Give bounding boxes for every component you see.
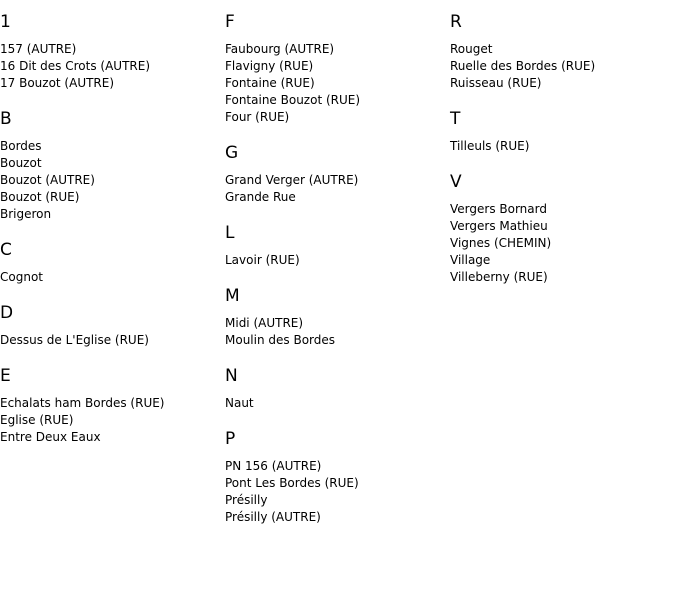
letter-heading: D (0, 303, 14, 323)
letter-group (225, 222, 445, 269)
street-entry: Rouget (450, 42, 493, 56)
letter-group (450, 171, 670, 286)
letter-heading: N (225, 366, 238, 386)
street-entry: Entre Deux Eaux (0, 430, 101, 444)
letter-group (225, 11, 445, 126)
street-list (450, 138, 670, 155)
street-entry: 17 Bouzot (AUTRE) (0, 76, 115, 90)
street-entry: Vergers Bornard (450, 202, 547, 216)
street-entry: Bordes (0, 139, 42, 153)
street-list (225, 252, 445, 269)
street-list (0, 269, 220, 286)
letter-group (450, 108, 670, 155)
street-entry: Dessus de L'Eglise (RUE) (0, 333, 149, 347)
street-entry: Ruisseau (RUE) (450, 76, 542, 90)
letter-group (0, 365, 220, 446)
street-entry: Midi (AUTRE) (225, 316, 304, 330)
letter-heading: G (225, 143, 239, 163)
street-entry: Moulin des Bordes (225, 333, 336, 347)
letter-heading: P (225, 429, 236, 449)
street-entry: Grande Rue (225, 190, 296, 204)
street-entry: 157 (AUTRE) (0, 42, 77, 56)
letter-heading: F (225, 12, 235, 32)
street-entry: Villeberny (RUE) (450, 270, 548, 284)
street-list (225, 41, 445, 126)
street-entry: Vergers Mathieu (450, 219, 548, 233)
street-entry: Fontaine Bouzot (RUE) (225, 93, 361, 107)
letter-group (450, 11, 670, 92)
street-entry: Vignes (CHEMIN) (450, 236, 552, 250)
street-entry: Bouzot (RUE) (0, 190, 80, 204)
letter-group (0, 302, 220, 349)
index-column (225, 11, 445, 542)
street-entry: Four (RUE) (225, 110, 290, 124)
street-list (450, 201, 670, 286)
letter-group (225, 365, 445, 412)
street-entry: Echalats ham Bordes (RUE) (0, 396, 165, 410)
street-entry: Tilleuls (RUE) (450, 139, 530, 153)
letter-heading: V (450, 172, 462, 192)
street-list (0, 138, 220, 223)
street-entry: Brigeron (0, 207, 52, 221)
street-entry: Ruelle des Bordes (RUE) (450, 59, 596, 73)
street-entry: Flavigny (RUE) (225, 59, 314, 73)
street-entry: Pont Les Bordes (RUE) (225, 476, 359, 490)
letter-group (225, 428, 445, 526)
letter-group (225, 142, 445, 206)
letter-heading: E (0, 366, 11, 386)
street-entry: Village (450, 253, 491, 267)
street-list (225, 172, 445, 206)
letter-heading: T (450, 109, 461, 129)
street-list (225, 315, 445, 349)
street-entry: 16 Dit des Crots (AUTRE) (0, 59, 151, 73)
street-list (0, 395, 220, 446)
index-column (450, 11, 670, 302)
street-entry: Lavoir (RUE) (225, 253, 300, 267)
letter-group (0, 108, 220, 223)
street-list (225, 395, 445, 412)
letter-group (0, 11, 220, 92)
letter-heading: 1 (0, 12, 11, 32)
letter-heading: B (0, 109, 12, 129)
street-list (450, 41, 670, 92)
street-entry: Faubourg (AUTRE) (225, 42, 335, 56)
letter-heading: R (450, 12, 462, 32)
street-entry: Présilly (225, 493, 268, 507)
street-entry: Eglise (RUE) (0, 413, 74, 427)
street-entry: Bouzot (AUTRE) (0, 173, 95, 187)
street-entry: Naut (225, 396, 254, 410)
letter-heading: L (225, 223, 235, 243)
street-entry: Bouzot (0, 156, 42, 170)
street-list (0, 332, 220, 349)
street-entry: Fontaine (RUE) (225, 76, 315, 90)
letter-heading: M (225, 286, 240, 306)
street-entry: Présilly (AUTRE) (225, 510, 321, 524)
street-list (0, 41, 220, 92)
street-entry: PN 156 (AUTRE) (225, 459, 322, 473)
street-entry: Grand Verger (AUTRE) (225, 173, 359, 187)
letter-heading: C (0, 240, 12, 260)
letter-group (225, 285, 445, 349)
street-entry: Cognot (0, 270, 43, 284)
index-column (0, 11, 220, 462)
letter-group (0, 239, 220, 286)
street-list (225, 458, 445, 526)
